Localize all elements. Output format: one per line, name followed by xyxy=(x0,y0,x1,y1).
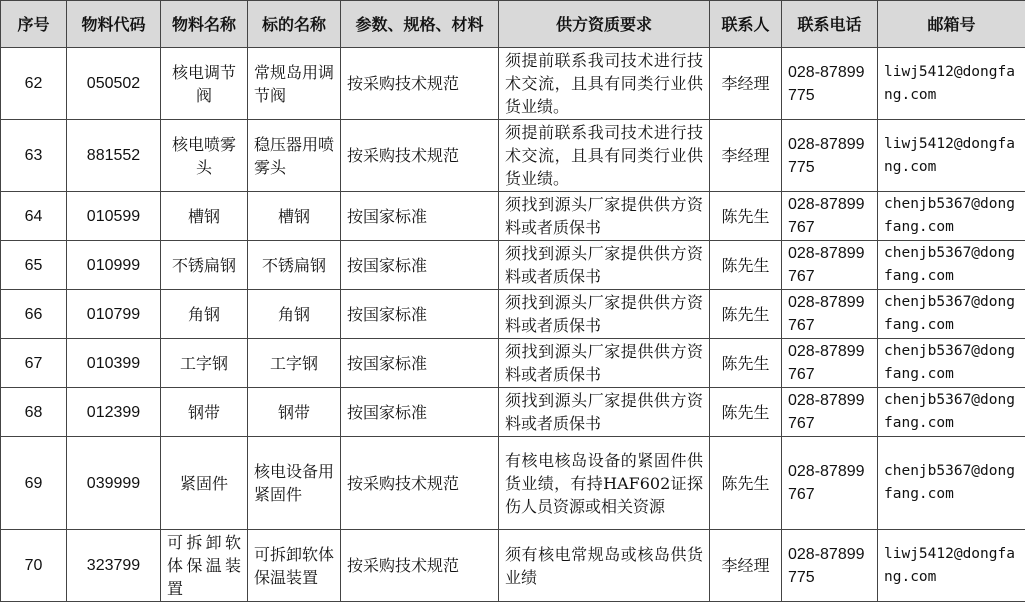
header-no: 序号 xyxy=(1,1,67,48)
row-requirement: 须提前联系我司技术进行技术交流，且具有同类行业供货业绩。 xyxy=(499,120,710,192)
header-email: 邮箱号 xyxy=(878,1,1025,48)
row-target: 可拆卸软体保温装置 xyxy=(248,530,341,602)
table-row xyxy=(1,339,1025,388)
row-phone: 028-87899775 xyxy=(782,48,878,120)
row-code: 010999 xyxy=(67,241,161,290)
row-phone: 028-87899767 xyxy=(782,437,878,530)
row-code: 039999 xyxy=(67,437,161,530)
row-contact: 陈先生 xyxy=(710,339,782,388)
row-contact: 陈先生 xyxy=(710,192,782,241)
header-phone: 联系电话 xyxy=(782,1,878,48)
row-phone: 028-87899767 xyxy=(782,241,878,290)
row-material: 钢带 xyxy=(161,388,248,437)
row-code: 881552 xyxy=(67,120,161,192)
row-material: 不锈扁钢 xyxy=(161,241,248,290)
row-material: 可拆卸软体保温装置 xyxy=(161,530,248,602)
row-material: 角钢 xyxy=(161,290,248,339)
row-phone: 028-87899767 xyxy=(782,339,878,388)
row-target: 常规岛用调节阀 xyxy=(248,48,341,120)
row-no: 65 xyxy=(1,241,67,290)
row-requirement: 须找到源头厂家提供供方资料或者质保书 xyxy=(499,339,710,388)
row-requirement: 须找到源头厂家提供供方资料或者质保书 xyxy=(499,290,710,339)
table-row xyxy=(1,388,1025,437)
header-contact: 联系人 xyxy=(710,1,782,48)
row-contact: 李经理 xyxy=(710,530,782,602)
row-spec: 按采购技术规范 xyxy=(341,530,499,602)
row-no: 62 xyxy=(1,48,67,120)
row-email: chenjb5367@dongfang.com xyxy=(878,388,1025,437)
row-target: 稳压器用喷雾头 xyxy=(248,120,341,192)
row-phone: 028-87899767 xyxy=(782,290,878,339)
row-no: 66 xyxy=(1,290,67,339)
row-material: 核电调节阀 xyxy=(161,48,248,120)
row-phone: 028-87899775 xyxy=(782,120,878,192)
row-phone: 028-87899767 xyxy=(782,192,878,241)
row-target: 不锈扁钢 xyxy=(248,241,341,290)
table-row xyxy=(1,290,1025,339)
row-requirement: 须提前联系我司技术进行技术交流，且具有同类行业供货业绩。 xyxy=(499,48,710,120)
row-phone: 028-87899767 xyxy=(782,388,878,437)
row-no: 67 xyxy=(1,339,67,388)
header-material: 物料名称 xyxy=(161,1,248,48)
row-email: liwj5412@dongfang.com xyxy=(878,530,1025,602)
row-phone: 028-87899775 xyxy=(782,530,878,602)
header-spec: 参数、规格、材料 xyxy=(341,1,499,48)
table-row xyxy=(1,241,1025,290)
row-email: chenjb5367@dongfang.com xyxy=(878,241,1025,290)
table-row xyxy=(1,192,1025,241)
row-requirement: 须有核电常规岛或核岛供货业绩 xyxy=(499,530,710,602)
row-spec: 按国家标准 xyxy=(341,290,499,339)
header-requirement: 供方资质要求 xyxy=(499,1,710,48)
table-row xyxy=(1,48,1025,120)
row-no: 68 xyxy=(1,388,67,437)
header-target: 标的名称 xyxy=(248,1,341,48)
row-requirement: 须找到源头厂家提供供方资料或者质保书 xyxy=(499,241,710,290)
row-target: 钢带 xyxy=(248,388,341,437)
row-material: 紧固件 xyxy=(161,437,248,530)
header-code: 物料代码 xyxy=(67,1,161,48)
row-email: liwj5412@dongfang.com xyxy=(878,120,1025,192)
row-requirement: 须找到源头厂家提供供方资料或者质保书 xyxy=(499,192,710,241)
row-target: 槽钢 xyxy=(248,192,341,241)
row-email: chenjb5367@dongfang.com xyxy=(878,290,1025,339)
row-requirement: 须找到源头厂家提供供方资料或者质保书 xyxy=(499,388,710,437)
row-code: 010599 xyxy=(67,192,161,241)
row-email: chenjb5367@dongfang.com xyxy=(878,437,1025,530)
row-material: 工字钢 xyxy=(161,339,248,388)
row-spec: 按国家标准 xyxy=(341,388,499,437)
row-spec: 按采购技术规范 xyxy=(341,120,499,192)
row-contact: 陈先生 xyxy=(710,437,782,530)
row-no: 70 xyxy=(1,530,67,602)
row-spec: 按采购技术规范 xyxy=(341,437,499,530)
row-spec: 按国家标准 xyxy=(341,241,499,290)
row-contact: 李经理 xyxy=(710,120,782,192)
row-no: 69 xyxy=(1,437,67,530)
row-material: 槽钢 xyxy=(161,192,248,241)
row-email: chenjb5367@dongfang.com xyxy=(878,339,1025,388)
table-header-row xyxy=(1,1,1025,48)
row-code: 010399 xyxy=(67,339,161,388)
row-contact: 陈先生 xyxy=(710,241,782,290)
row-email: liwj5412@dongfang.com xyxy=(878,48,1025,120)
row-code: 323799 xyxy=(67,530,161,602)
row-target: 工字钢 xyxy=(248,339,341,388)
row-spec: 按国家标准 xyxy=(341,192,499,241)
row-material: 核电喷雾头 xyxy=(161,120,248,192)
row-contact: 陈先生 xyxy=(710,290,782,339)
row-no: 64 xyxy=(1,192,67,241)
row-email: chenjb5367@dongfang.com xyxy=(878,192,1025,241)
row-spec: 按采购技术规范 xyxy=(341,48,499,120)
row-code: 010799 xyxy=(67,290,161,339)
row-spec: 按国家标准 xyxy=(341,339,499,388)
row-code: 050502 xyxy=(67,48,161,120)
row-target: 核电设备用紧固件 xyxy=(248,437,341,530)
row-contact: 陈先生 xyxy=(710,388,782,437)
table-row xyxy=(1,437,1025,530)
row-requirement: 有核电核岛设备的紧固件供货业绩，有持HAF602证探伤人员资源或相关资源 xyxy=(499,437,710,530)
row-target: 角钢 xyxy=(248,290,341,339)
row-code: 012399 xyxy=(67,388,161,437)
row-no: 63 xyxy=(1,120,67,192)
table-row xyxy=(1,120,1025,192)
row-contact: 李经理 xyxy=(710,48,782,120)
table-row xyxy=(1,530,1025,602)
